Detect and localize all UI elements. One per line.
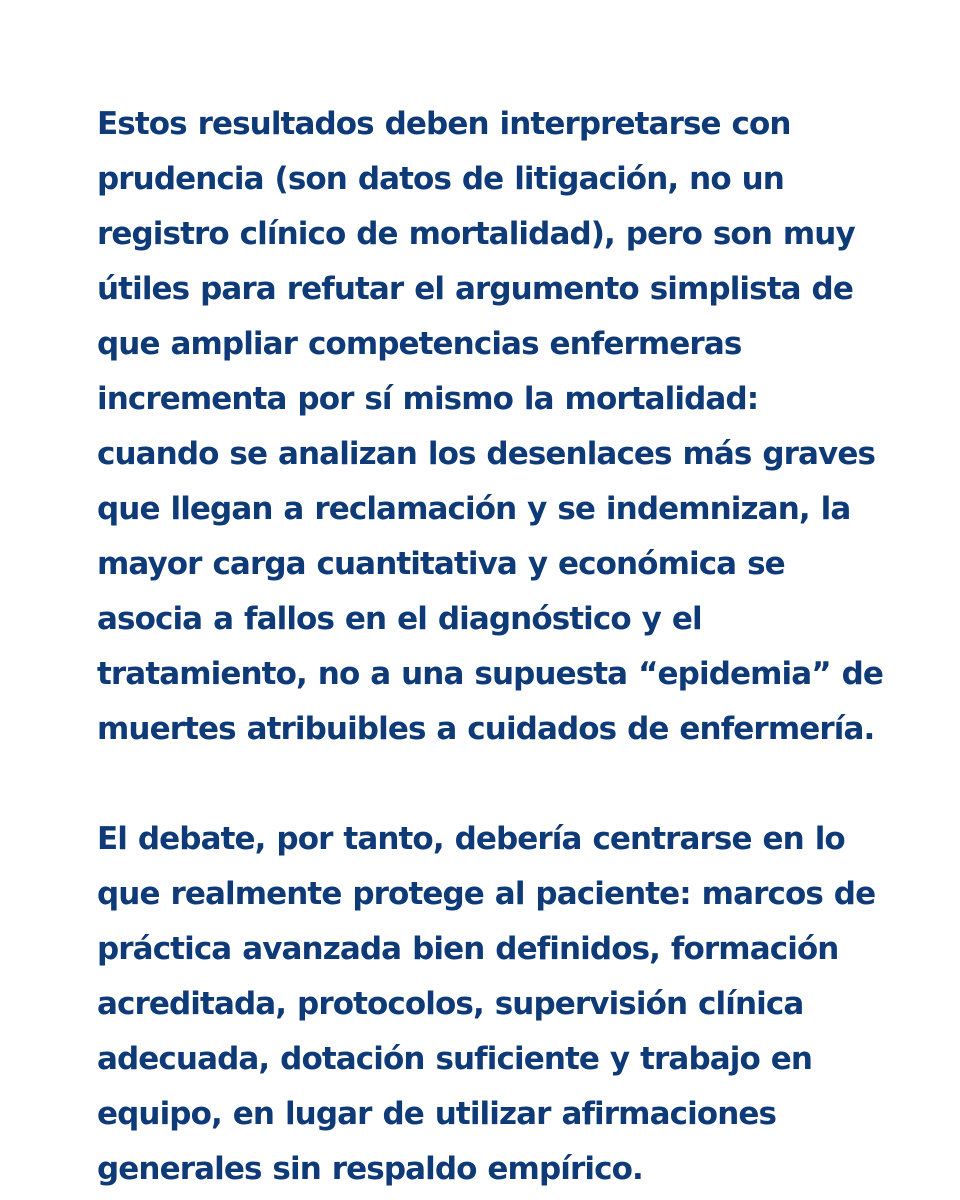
paragraph-litigation-results: Estos resultados deben interpretarse con prudencia (son datos de litigación, no un registro clínico de mortalidad), pero son muy útiles para refutar el argumento simplista de que ampliar competencias enfermeras incrementa por sí mismo la mortalidad: cuando se analizan los desenlaces más graves que llegan a reclamación y se indemnizan, la mayor carga cuantitativa y económica se asocia a fallos en el diagnóstico y el tratamiento, no a una supuesta “epidemia” de muertes atribuibles a cuidados de enfermería. — [97, 106, 884, 747]
body-text — [97, 97, 887, 1197]
paragraph-patient-protection-debate: El debate, por tanto, debería centrarse en lo que realmente protege al paciente: marcos de práctica avanzada bien definidos, formación acreditada, protocolos, supervisión clínica adecuada, dotación suficiente y trabajo en equipo, en lugar de utilizar afirmaciones generales sin respaldo empírico. — [97, 821, 876, 1187]
